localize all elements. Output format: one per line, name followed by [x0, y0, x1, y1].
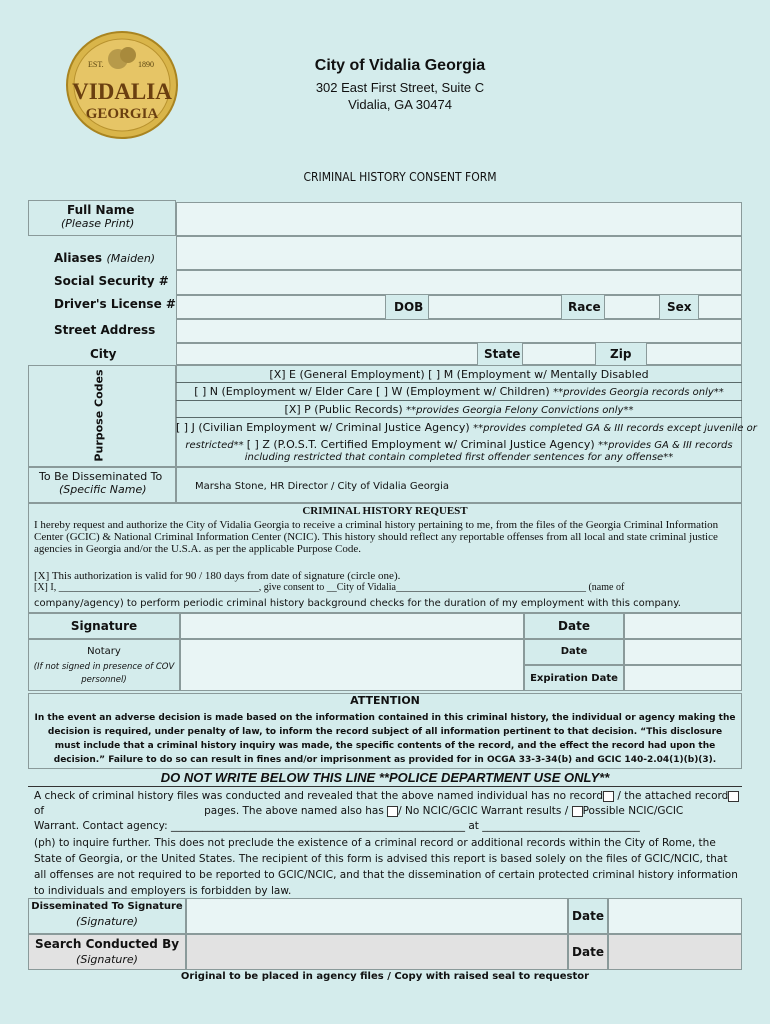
police-heading: DO NOT WRITE BELOW THIS LINE **POLICE DEPARTMENT USE ONLY**	[160, 770, 610, 785]
please-print-label: (Please Print)	[61, 217, 135, 230]
consent-line-b: company/agency) to perform periodic criminal history background checks for the duration of my employment with this company.	[34, 598, 681, 609]
no-record-checkbox[interactable]	[603, 791, 614, 802]
city-label: City	[90, 347, 117, 361]
possible-warrant-checkbox[interactable]	[572, 806, 583, 817]
aliases-label: Aliases	[54, 251, 103, 265]
date2-cell	[568, 934, 608, 970]
no-warrant-checkbox[interactable]	[387, 806, 398, 817]
police-line-2: of pages. The above named also has / No NCIC/GCIC Warrant results / Possible NCIC/GCIC	[34, 805, 684, 817]
city-title: City of Vidalia Georgia	[314, 57, 486, 74]
request-paragraph: I hereby request and authorize the City of Vidalia Georgia to receive a criminal history pertaining to me, from the files of the Georgia Criminal Information Center (GCIC) & National Criminal Information Center (NCIC). This history should reflect any reportable offenses from all local and state criminal justice agencies in Georgia and/or the U.S.A. as per the applicable Purpose Code.	[34, 519, 719, 555]
seal-name: VIDALIA	[72, 79, 172, 104]
notary-date-cell	[524, 639, 624, 665]
attached-record-checkbox[interactable]	[728, 791, 739, 802]
sex-input[interactable]	[698, 295, 742, 319]
search-sig-note: (Signature)	[76, 953, 138, 966]
seal-est: EST.	[88, 60, 104, 69]
dob-input[interactable]	[428, 295, 562, 319]
zip-input[interactable]	[646, 343, 742, 365]
purpose-line-4[interactable]: [ ] J (Civilian Employment w/ Criminal Justice Agency) **provides completed GA & III records except juvenile or	[176, 421, 757, 434]
seal-state: GEORGIA	[85, 106, 159, 122]
purpose-line-6: including restricted that contain completed first offender sentences for any offense**	[244, 452, 674, 463]
date2-input[interactable]	[608, 934, 742, 970]
signature-date-label: Date	[558, 619, 590, 633]
dob-label: DOB	[394, 300, 424, 314]
full-name-input[interactable]	[176, 202, 742, 236]
footer-note: Original to be placed in agency files / Copy with raised seal to requestor	[180, 971, 590, 982]
police-line-3: Warrant. Contact agency: ________________________________________________________ at ______________________________	[34, 820, 640, 832]
date-label-cell	[524, 613, 624, 639]
full-name-label-cell	[28, 200, 176, 236]
date1-cell	[568, 898, 608, 934]
city-input[interactable]	[176, 343, 478, 365]
search-by-label: Search Conducted By	[34, 937, 180, 951]
diss-sig-label: Disseminated To Signature	[31, 901, 183, 912]
seal-year: 1890	[138, 60, 154, 69]
police-line-4: (ph) to inquire further. This does not preclude the existence of a criminal record or additional records within the City of Rome, the State of Georgia, or the United States. The recipient of this form is advised this report is based solely on the files of GCIC/NCIC, that all offenses are not required to be reported to GCIC/NCIC, and that the dissemination of certain protected criminal history information to individuals and employers is forbidden by law.	[34, 837, 738, 897]
purpose-line-3[interactable]: [X] P (Public Records) **provides Georgia Felony Convictions only**	[284, 403, 634, 416]
diss-sig-input[interactable]	[186, 898, 568, 934]
notary-date-label: Date	[560, 646, 588, 657]
valid-text: [X] This authorization is valid for 90 / 180 days from date of signature (circle one).	[34, 570, 401, 582]
police-line-1: A check of criminal history files was conducted and revealed that the above named individual has no record / the attached record	[34, 789, 742, 804]
city-seal-logo	[66, 31, 178, 139]
city-address	[200, 79, 600, 113]
zip-label: Zip	[610, 347, 632, 361]
notary-label: Notary	[87, 646, 121, 657]
search-by-cell	[28, 934, 186, 970]
maiden-label: (Maiden)	[106, 252, 156, 265]
request-heading: CRIMINAL HISTORY REQUEST	[302, 505, 468, 517]
expiration-input[interactable]	[624, 665, 742, 691]
state-label: State	[484, 347, 521, 361]
attention-text: In the event an adverse decision is made based on the information contained in this criminal history, the individual or agency making the decision is required, under penalty of law, to inform the record subject of all information pertinent to that decision. “This disclosure must include that a criminal history inquiry was made, the specific contents of the record, and the effect the record had upon the decision.” Failure to do so can result in fines and/or imprisonment as provided for in OCGA 33-3-34(b) and GCIC 140-2.04(1)(b)(3).	[34, 713, 736, 765]
aliases-label-wrap	[54, 249, 155, 267]
consent-line-a: [X] I, ________________________________________, give consent to __City of Vidalia______________________________________ (name of	[34, 582, 625, 593]
notary-note: (If not signed in presence of COV personnel)	[33, 662, 175, 685]
specific-name-label: (Specific Name)	[59, 483, 147, 496]
signature-label: Signature	[70, 619, 138, 633]
purpose-line-5[interactable]: restricted** [ ] Z (P.O.S.T. Certified Employment w/ Criminal Justice Agency) **provides GA & III records	[185, 438, 733, 451]
drivers-license-input[interactable]	[176, 295, 386, 319]
expiration-label: Expiration Date	[530, 673, 618, 684]
signature-input[interactable]	[180, 613, 524, 639]
drivers-license-label: Driver's License #	[54, 297, 176, 311]
purpose-line-1[interactable]: [X] E (General Employment) [ ] M (Employment w/ Mentally Disabled	[269, 368, 649, 381]
race-input[interactable]	[604, 295, 660, 319]
street-label: Street Address	[54, 323, 156, 337]
ssn-label: Social Security #	[54, 274, 169, 288]
full-name-label: Full Name	[67, 203, 135, 217]
state-input[interactable]	[522, 343, 596, 365]
date1-input[interactable]	[608, 898, 742, 934]
notary-label-cell	[28, 639, 180, 691]
date1-label: Date	[572, 909, 604, 923]
disseminated-label-cell	[28, 467, 176, 503]
address-line-1: 302 East First Street, Suite C	[315, 80, 485, 95]
race-label: Race	[568, 300, 601, 314]
disseminated-label: To Be Disseminated To	[39, 470, 163, 483]
disseminated-value-cell	[176, 467, 742, 503]
attention-heading: ATTENTION	[350, 694, 420, 707]
expiration-cell	[524, 665, 624, 691]
notary-date-input[interactable]	[624, 639, 742, 665]
address-line-2: Vidalia, GA 30474	[348, 97, 452, 112]
diss-sig-note: (Signature)	[76, 915, 138, 928]
diss-sig-cell	[28, 898, 186, 934]
form-title: CRIMINAL HISTORY CONSENT FORM	[303, 170, 497, 184]
aliases-input[interactable]	[176, 236, 742, 270]
ssn-input[interactable]	[176, 270, 742, 295]
street-input[interactable]	[176, 319, 742, 343]
search-by-input[interactable]	[186, 934, 568, 970]
signature-date-input[interactable]	[624, 613, 742, 639]
purpose-codes-label: Purpose Codes	[92, 369, 106, 462]
signature-label-cell	[28, 613, 180, 639]
disseminated-value[interactable]: Marsha Stone, HR Director / City of Vidalia Georgia	[195, 481, 450, 492]
date2-label: Date	[572, 945, 604, 959]
sex-label: Sex	[667, 300, 692, 314]
notary-input[interactable]	[180, 639, 524, 691]
purpose-line-2[interactable]: [ ] N (Employment w/ Elder Care [ ] W (Employment w/ Children) **provides Georgia records only**	[194, 385, 724, 398]
